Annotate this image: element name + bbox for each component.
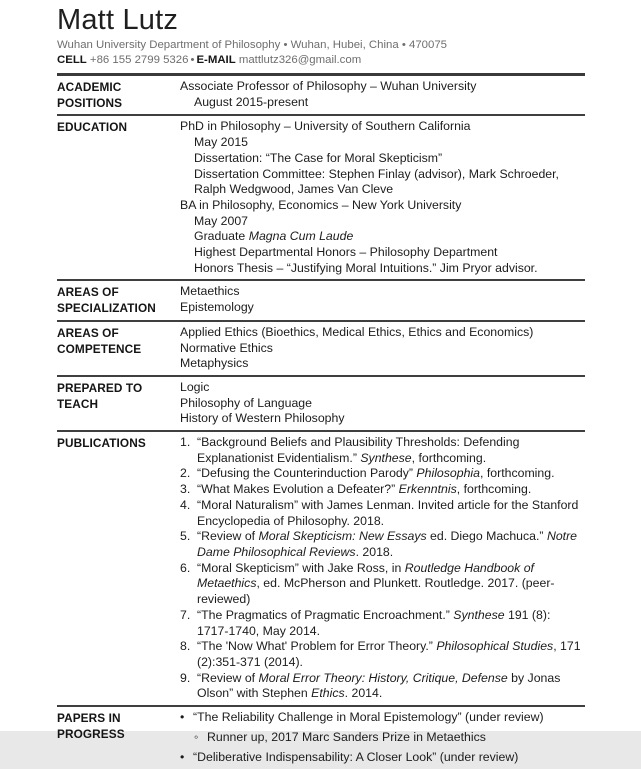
line-text — [193, 710, 585, 726]
text-run: Philosophy of Language — [180, 395, 312, 410]
text-run: Honors Thesis – “Justifying Moral Intuitions.” Jim Pryor advisor. — [194, 260, 538, 275]
content-line — [180, 245, 585, 261]
line-text — [197, 435, 585, 466]
section-areas-of-competence — [57, 322, 585, 377]
section-prepared-to-teach — [57, 377, 585, 432]
text-run: , forthcoming. — [480, 466, 555, 481]
cv-header — [57, 5, 585, 76]
section-label-line: SPECIALIZATION — [57, 301, 156, 316]
italic-text-run: Moral Error Theory: History, Critique, Defense — [258, 670, 508, 685]
content-line — [180, 396, 585, 412]
text-run: Highest Departmental Honors – Philosophy Department — [194, 245, 498, 260]
section-content — [180, 79, 585, 111]
section-label — [57, 119, 180, 276]
section-label-line: PUBLICATIONS — [57, 436, 146, 451]
list-number: 9. — [180, 670, 191, 685]
section-content — [180, 325, 585, 372]
text-run: Graduate — [194, 229, 249, 244]
cv-body — [57, 76, 585, 769]
text-run: Dissertation: “The Case for Moral Skepticism” — [194, 150, 443, 165]
text-run: . 2014. — [344, 686, 383, 701]
italic-text-run: Synthese — [360, 450, 412, 465]
text-run: “Deliberative Indispensability: A Closer Look” (under review) — [193, 750, 519, 765]
text-run: Metaethics — [180, 284, 240, 299]
text-run: by Jonas Olson” with Stephen — [197, 670, 561, 701]
text-run: “What Makes Evolution a Defeater?” — [197, 482, 399, 497]
text-run: . 2018. — [355, 544, 394, 559]
line-text — [193, 750, 585, 766]
text-run: “Moral Skepticism” with Jake Ross, in — [197, 560, 405, 575]
line-text — [197, 498, 585, 529]
section-label — [57, 284, 180, 316]
section-areas-of-specialization — [57, 281, 585, 321]
italic-text-run: Philosophical Studies — [436, 639, 554, 654]
email-label: E-MAIL — [196, 54, 236, 66]
line-text — [197, 529, 585, 560]
section-content — [180, 284, 585, 316]
text-run: History of Western Philosophy — [180, 411, 345, 426]
list-number: 8. — [180, 639, 191, 654]
section-label — [57, 79, 180, 111]
section-label-line: AREAS OF — [57, 285, 119, 300]
section-label-line: PROGRESS — [57, 726, 125, 741]
list-bullet: • — [180, 750, 185, 765]
section-label — [57, 380, 180, 427]
content-line — [180, 325, 585, 341]
text-run: Logic — [180, 379, 210, 394]
content-line — [180, 151, 585, 167]
content-line — [180, 380, 585, 396]
content-line — [180, 482, 585, 498]
section-label-line: ACADEMIC — [57, 80, 122, 94]
italic-text-run: Ethics — [311, 686, 345, 701]
line-text — [197, 482, 585, 498]
section-label-line: EDUCATION — [57, 120, 128, 135]
text-run: ed. Diego Machuca.” — [426, 529, 547, 544]
line-text — [207, 730, 585, 746]
text-run: “Review of — [197, 670, 259, 685]
content-line — [180, 710, 585, 726]
text-run: Epistemology — [180, 300, 254, 315]
line-text — [197, 639, 585, 670]
content-line — [180, 119, 585, 135]
text-run: May 2015 — [194, 135, 249, 150]
contact-line — [57, 53, 585, 68]
italic-text-run: Moral Skepticism: New Essays — [258, 529, 427, 544]
content-line — [180, 730, 585, 746]
content-line — [180, 135, 585, 151]
list-bullet: ◦ — [194, 730, 199, 745]
content-line — [180, 411, 585, 427]
list-number: 1. — [180, 435, 191, 450]
italic-text-run: Notre Dame Philosophical Reviews — [197, 529, 578, 559]
section-label-line: PREPARED TO — [57, 380, 143, 395]
content-line — [180, 466, 585, 482]
text-run: “Background Beliefs and Plausibility Thresholds: Defending Explanationist Evidentialism.” — [197, 435, 520, 465]
section-publications — [57, 432, 585, 707]
text-run: , ed. McPherson and Plunkett. Routledge. 2017. (peer-reviewed) — [197, 576, 555, 607]
content-line — [180, 79, 585, 95]
text-run: “The Reliability Challenge in Moral Epistemology” (under review) — [193, 710, 544, 725]
text-run: Normative Ethics — [180, 340, 273, 355]
section-label-line: TEACH — [57, 396, 99, 411]
list-number: 6. — [180, 560, 191, 575]
section-label-line: POSITIONS — [57, 95, 123, 110]
content-line — [180, 529, 585, 560]
content-line — [180, 498, 585, 529]
content-line — [180, 167, 585, 198]
text-run: Dissertation Committee: Stephen Finlay (advisor), Mark Schroeder, Ralph Wedgwood, James Van Cleve — [194, 166, 559, 197]
content-line — [180, 608, 585, 639]
line-text — [197, 608, 585, 639]
text-run: “Defusing the Counterinduction Parody” — [197, 466, 417, 481]
content-line — [180, 229, 585, 245]
text-run: PhD in Philosophy – University of Southern California — [180, 119, 471, 134]
section-label — [57, 710, 180, 766]
section-academic-positions — [57, 76, 585, 116]
list-number: 3. — [180, 482, 191, 497]
content-line — [180, 284, 585, 300]
person-name: Matt Lutz — [57, 4, 179, 36]
content-line — [180, 561, 585, 608]
line-text — [197, 671, 585, 702]
italic-text-run: Synthese — [453, 607, 505, 622]
section-content — [180, 435, 585, 702]
list-number: 2. — [180, 466, 191, 481]
text-run: BA in Philosophy, Economics – New York University — [180, 197, 462, 212]
text-run: Metaphysics — [180, 356, 249, 371]
italic-text-run: Erkenntnis — [398, 482, 457, 497]
text-run: “Review of — [197, 529, 259, 544]
content-line — [180, 750, 585, 766]
text-run: May 2007 — [194, 213, 249, 228]
text-run: , forthcoming. — [456, 482, 532, 497]
section-label-line: AREAS OF — [57, 325, 119, 340]
content-line — [180, 198, 585, 214]
list-number: 7. — [180, 607, 191, 622]
line-text — [197, 466, 585, 482]
email-address: mattlutz326@gmail.com — [238, 54, 362, 66]
list-bullet: • — [180, 710, 185, 725]
text-run: Runner up, 2017 Marc Sanders Prize in Metaethics — [207, 730, 486, 745]
content-line — [180, 356, 585, 372]
content-line — [180, 435, 585, 466]
list-number: 5. — [180, 529, 191, 544]
text-run: , forthcoming. — [411, 450, 487, 465]
content-line — [180, 300, 585, 316]
italic-text-run: Magna Cum Laude — [248, 229, 354, 244]
cell-label: CELL — [57, 54, 87, 66]
italic-text-run: Routledge Handbook of Metaethics — [197, 560, 534, 591]
cell-number: +86 155 2799 5326 — [89, 54, 189, 66]
text-run: “Moral Naturalism” with James Lenman. Invited article for the Stanford Encyclopedia of Philosophy. 2018. — [197, 497, 579, 528]
content-line — [180, 341, 585, 357]
content-line — [180, 95, 585, 111]
text-run: Associate Professor of Philosophy – Wuhan University — [180, 79, 477, 93]
section-label — [57, 435, 180, 702]
text-run: Applied Ethics (Bioethics, Medical Ethics, Ethics and Economics) — [180, 324, 534, 339]
section-content — [180, 380, 585, 427]
contact-separator-dot: • — [190, 54, 195, 66]
content-line — [180, 214, 585, 230]
section-label — [57, 325, 180, 372]
text-run: , 171 (2):351-371 (2014). — [197, 639, 581, 669]
content-line — [180, 261, 585, 277]
italic-text-run: Philosophia — [416, 466, 481, 481]
line-text — [197, 561, 585, 608]
section-content — [180, 119, 585, 276]
text-run: “The 'Now What' Problem for Error Theory.” — [197, 639, 437, 654]
text-run: August 2015-present — [194, 94, 309, 109]
section-label-line: PAPERS IN — [57, 711, 121, 726]
affiliation-line: Wuhan University Department of Philosophy • Wuhan, Hubei, China • 470075 — [57, 39, 447, 51]
list-number: 4. — [180, 497, 191, 512]
content-line — [180, 639, 585, 670]
text-run: 191 (8): 1717-1740, May 2014. — [197, 607, 551, 638]
section-content — [180, 710, 585, 766]
section-papers-in-progress — [57, 707, 585, 769]
text-run: “The Pragmatics of Pragmatic Encroachment.” — [197, 607, 454, 622]
section-education — [57, 116, 585, 281]
content-line — [180, 671, 585, 702]
section-label-line: COMPETENCE — [57, 341, 142, 356]
